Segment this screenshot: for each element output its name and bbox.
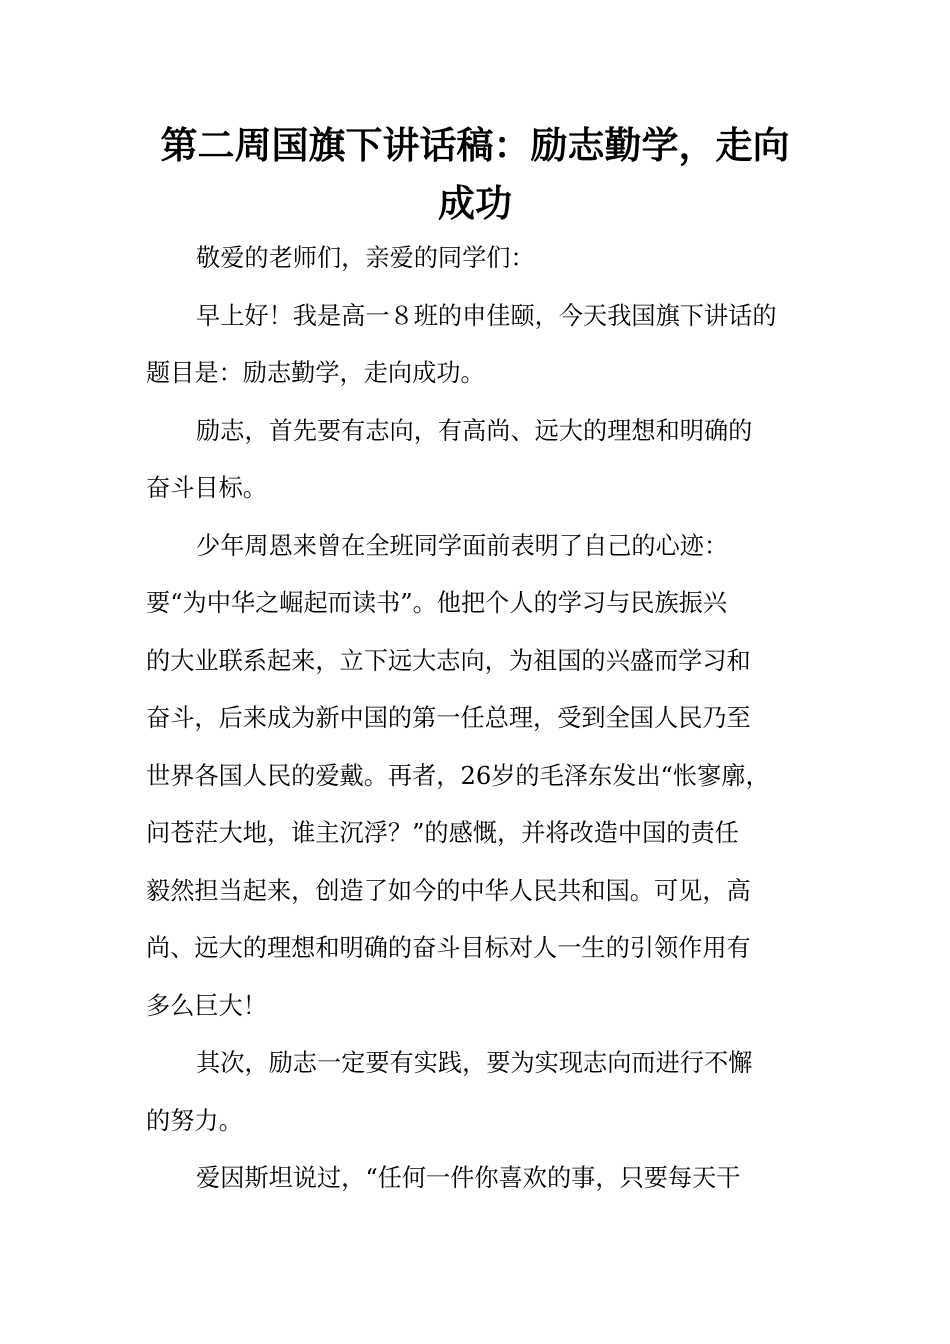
document-body <box>146 230 816 1208</box>
paragraph-line: 早上好！我是高一８班的申佳颐，今天我国旗下讲话的 <box>196 301 777 330</box>
paragraph-line: 尚、远大的理想和明确的奋斗目标对人一生的引领作用有 <box>146 934 751 962</box>
paragraph-line: 其次，励志一定要有实践，要为实现志向而进行不懈 <box>196 1049 753 1077</box>
document-title-line1: 第二周国旗下讲话稿：励志勤学，走向 <box>160 123 790 167</box>
paragraph-line: 奋斗，后来成为新中国的第一任总理，受到全国人民乃至 <box>146 704 751 732</box>
paragraph-line: 少年周恩来曾在全班同学面前表明了自己的心迹： <box>196 531 729 560</box>
paragraph-line: 励志，首先要有志向，有高尚、远大的理想和明确的 <box>196 416 753 445</box>
salutation: 敬爱的老师们，亲爱的同学们： <box>196 244 535 272</box>
document-title-line2: 成功 <box>438 181 512 225</box>
paragraph-line: 奋斗目标。 <box>146 474 267 502</box>
paragraph-line: 多么巨大！ <box>146 991 267 1020</box>
paragraph-line: 世界各国人民的爱戴。再者，26岁的毛泽东发出“怅寥廓， <box>146 761 770 790</box>
paragraph-line: 要“为中华之崛起而读书”。他把个人的学习与民族振兴 <box>146 589 728 617</box>
paragraph-line: 毅然担当起来，创造了如今的中华人民共和国。可见，高 <box>146 876 751 905</box>
paragraph-line: 的大业联系起来，立下远大志向，为祖国的兴盛而学习和 <box>146 646 751 675</box>
paragraph-line: 的努力。 <box>146 1106 243 1135</box>
paragraph-line: 题目是：励志勤学，走向成功。 <box>146 359 485 387</box>
paragraph-line: 问苍茫大地，谁主沉浮？”的感慨，并将改造中国的责任 <box>146 819 739 847</box>
paragraph-line: 爱因斯坦说过，“任何一件你喜欢的事，只要每天干 <box>196 1164 741 1192</box>
